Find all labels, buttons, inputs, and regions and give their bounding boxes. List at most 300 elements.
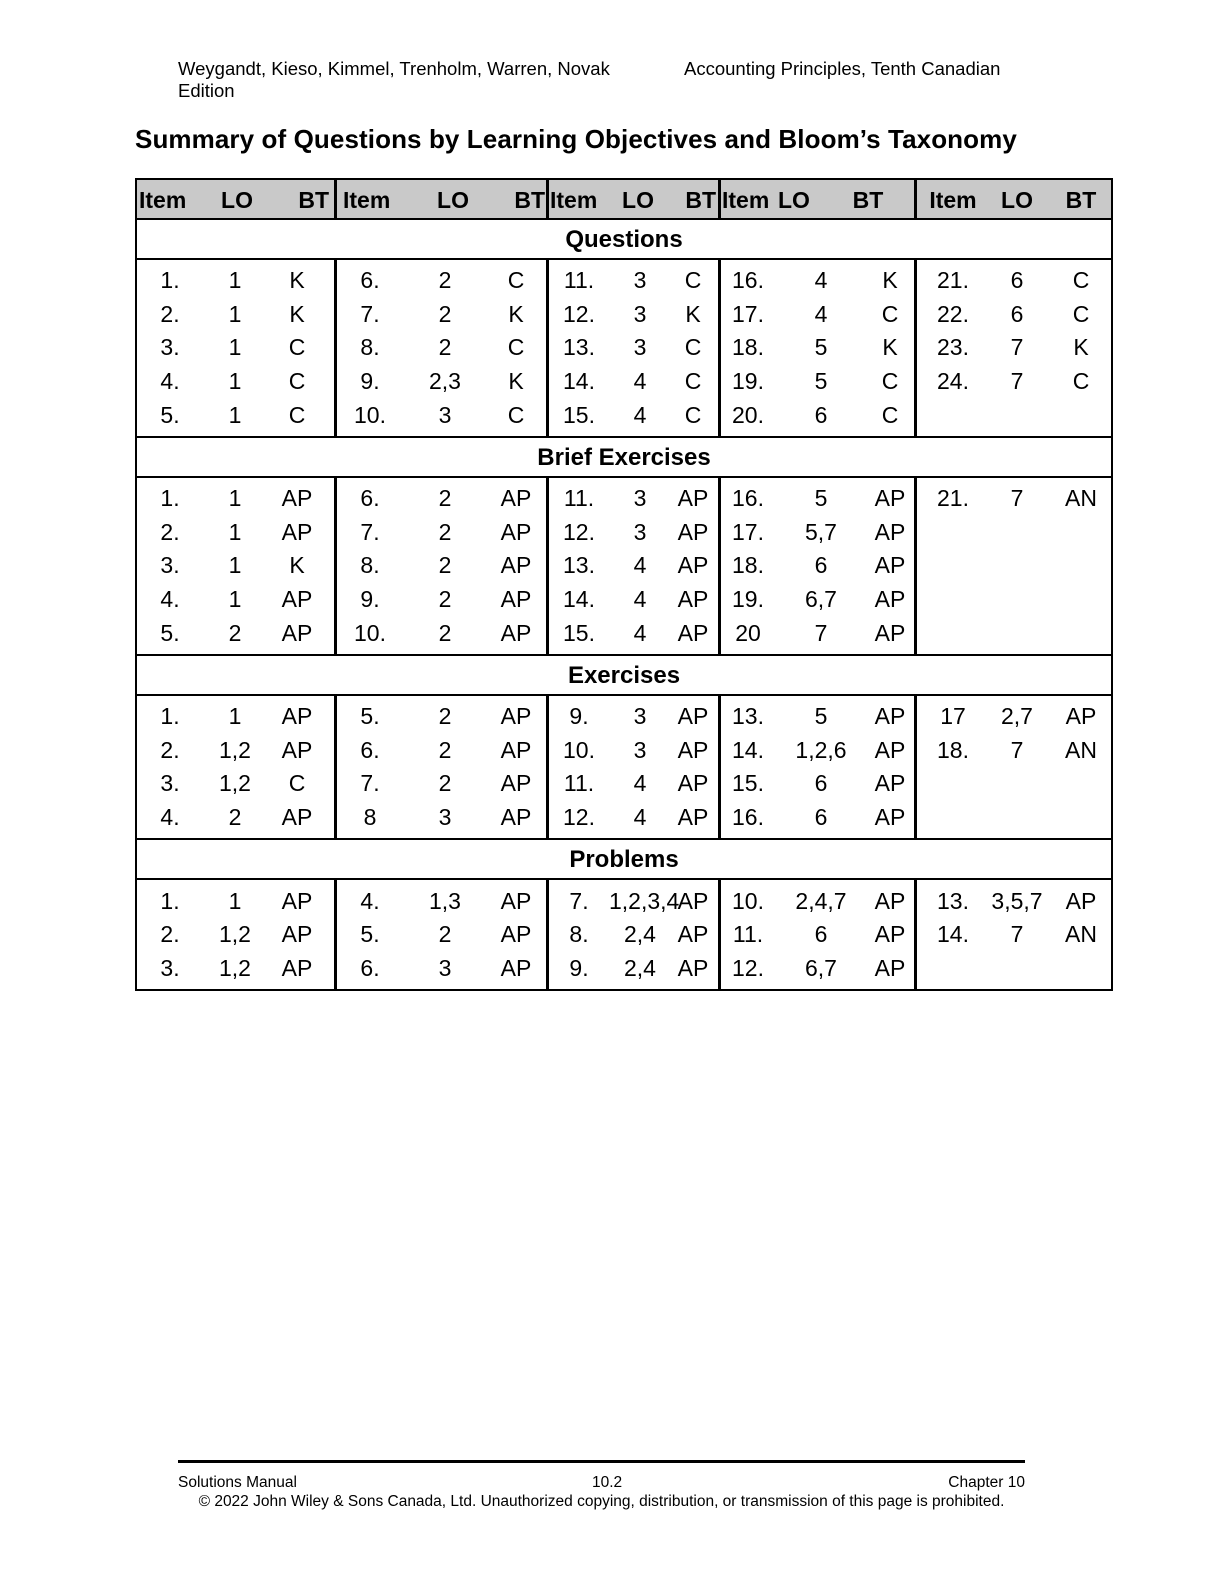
section-body [137, 478, 1111, 656]
header-group [718, 180, 914, 218]
bt-cell: K [508, 368, 524, 395]
item-cell: 13. [937, 887, 969, 914]
bt-cell: C [1072, 368, 1090, 395]
lo-cell: 6,7 [805, 954, 837, 981]
section-body [137, 260, 1111, 438]
bt-cell: K [882, 267, 898, 294]
item-cell: 2. [160, 921, 180, 948]
item-cell: 9. [569, 703, 589, 730]
section-column [718, 260, 914, 436]
footer-left: Solutions Manual [178, 1474, 297, 1491]
section-body [137, 696, 1111, 840]
section-column [334, 260, 546, 436]
section-heading: Brief Exercises [137, 438, 1111, 478]
lo-cell: 3 [438, 804, 452, 831]
item-cell: 21. [937, 267, 969, 294]
bt-cell: AP [677, 485, 709, 512]
table-row [549, 918, 718, 952]
item-cell: 10. [732, 887, 764, 914]
lo-cell: 4 [633, 804, 647, 831]
footer-rule [178, 1460, 1025, 1463]
bt-cell: AP [677, 887, 709, 914]
bt-cell: AP [500, 703, 532, 730]
item-cell: 24. [937, 368, 969, 395]
table-row [337, 700, 546, 734]
table-row [917, 884, 1117, 918]
lo-cell: 6 [1010, 300, 1024, 327]
bt-cell: AP [281, 586, 313, 613]
header-bt: BT [852, 186, 884, 213]
lo-cell: 2 [438, 770, 452, 797]
bt-cell: AP [281, 921, 313, 948]
item-cell: 18. [732, 334, 764, 361]
table-row [721, 482, 914, 516]
header-lo: LO [437, 186, 469, 213]
item-cell: 12. [563, 804, 595, 831]
item-cell: 12. [563, 518, 595, 545]
item-cell: 9. [569, 954, 589, 981]
table-header-row [137, 180, 1111, 220]
table-row [549, 549, 718, 583]
bt-cell: C [507, 334, 525, 361]
bt-cell: AP [500, 518, 532, 545]
lo-cell: 2,3 [429, 368, 461, 395]
table-row [337, 616, 546, 650]
bt-cell: C [684, 267, 702, 294]
item-cell: 18. [937, 736, 969, 763]
table-row [337, 549, 546, 583]
table-row [337, 516, 546, 550]
item-cell: 7. [360, 770, 380, 797]
bt-cell: C [684, 401, 702, 428]
lo-cell: 4 [814, 267, 828, 294]
item-cell: 14. [563, 368, 595, 395]
header-bt: BT [514, 186, 545, 213]
bt-cell: AP [281, 485, 313, 512]
lo-cell: 6 [814, 552, 828, 579]
lo-cell: 1,3 [429, 887, 461, 914]
item-cell: 17. [732, 300, 764, 327]
bt-cell: AP [677, 954, 709, 981]
table-row [549, 331, 718, 365]
table-row [337, 298, 546, 332]
section-column [914, 478, 1117, 654]
table-row [721, 264, 914, 298]
header-group [334, 180, 546, 218]
item-cell: 12. [732, 954, 764, 981]
table-row [721, 549, 914, 583]
item-cell: 14. [563, 586, 595, 613]
lo-cell: 1 [228, 368, 242, 395]
item-cell: 8 [363, 804, 377, 831]
lo-cell: 1 [228, 401, 242, 428]
bt-cell: C [288, 368, 306, 395]
table-row [917, 734, 1117, 768]
item-cell: 2. [160, 300, 180, 327]
section-column [914, 880, 1117, 989]
table-row [549, 298, 718, 332]
item-cell: 14. [732, 736, 764, 763]
lo-cell: 1 [228, 267, 242, 294]
bt-cell: K [289, 552, 305, 579]
item-cell: 6. [360, 954, 380, 981]
header-group [914, 180, 1117, 218]
bt-cell: AP [281, 619, 313, 646]
item-cell: 13. [732, 703, 764, 730]
lo-cell: 4 [633, 552, 647, 579]
table-row [137, 952, 334, 986]
item-cell: 8. [360, 552, 380, 579]
lo-cell: 1,2 [219, 736, 251, 763]
bt-cell: K [289, 267, 305, 294]
item-cell: 7. [360, 518, 380, 545]
bt-cell: AP [500, 485, 532, 512]
table-row [137, 516, 334, 550]
bt-cell: AP [1065, 887, 1097, 914]
bt-cell: AP [677, 518, 709, 545]
table-row [549, 398, 718, 432]
bt-cell: K [289, 300, 305, 327]
lo-cell: 2 [228, 619, 242, 646]
item-cell: 4. [160, 586, 180, 613]
summary-table [135, 178, 1113, 991]
item-cell: 6. [360, 485, 380, 512]
item-cell: 10. [563, 736, 595, 763]
bt-cell: AP [677, 736, 709, 763]
table-row [549, 482, 718, 516]
lo-cell: 1,2 [219, 921, 251, 948]
table-row [337, 482, 546, 516]
item-cell: 3. [160, 552, 180, 579]
table-row [549, 583, 718, 617]
item-cell: 2. [160, 736, 180, 763]
bt-cell: C [684, 334, 702, 361]
table-row [917, 264, 1117, 298]
table-row [137, 331, 334, 365]
lo-cell: 1 [228, 518, 242, 545]
bt-cell: C [288, 334, 306, 361]
table-row [917, 700, 1117, 734]
lo-cell: 2 [438, 334, 452, 361]
lo-cell: 7 [814, 619, 828, 646]
header-lo: LO [221, 186, 253, 213]
section-column [137, 696, 334, 838]
item-cell: 15. [732, 770, 764, 797]
bt-cell: AP [874, 552, 906, 579]
table-row [721, 398, 914, 432]
table-row [549, 365, 718, 399]
section-column [546, 478, 718, 654]
item-cell: 15. [563, 401, 595, 428]
table-row [137, 616, 334, 650]
lo-cell: 2 [438, 586, 452, 613]
table-row [721, 952, 914, 986]
bt-cell: AP [500, 736, 532, 763]
lo-cell: 4 [633, 368, 647, 395]
table-row [337, 264, 546, 298]
bt-cell: AP [874, 586, 906, 613]
section-column [137, 478, 334, 654]
bt-cell: AP [874, 954, 906, 981]
header-lo: LO [622, 186, 654, 213]
section-column [718, 696, 914, 838]
lo-cell: 2,4 [624, 921, 656, 948]
lo-cell: 2 [438, 736, 452, 763]
table-row [137, 884, 334, 918]
bt-cell: AP [874, 921, 906, 948]
item-cell: 19. [732, 368, 764, 395]
table-row [721, 918, 914, 952]
lo-cell: 4 [633, 401, 647, 428]
bt-cell: AP [874, 804, 906, 831]
bt-cell: AP [500, 954, 532, 981]
table-row [137, 298, 334, 332]
table-row [137, 549, 334, 583]
header-lo: LO [1001, 186, 1033, 213]
table-row [917, 331, 1117, 365]
lo-cell: 3 [633, 334, 647, 361]
bt-cell: AN [1065, 485, 1097, 512]
lo-cell: 2,4,7 [795, 887, 847, 914]
header-item: Item [139, 186, 187, 213]
table-row [721, 331, 914, 365]
item-cell: 10. [354, 401, 386, 428]
lo-cell: 7 [1010, 921, 1024, 948]
header-item: Item [550, 186, 598, 213]
table-row [721, 583, 914, 617]
lo-cell: 6 [1010, 267, 1024, 294]
section-column [718, 880, 914, 989]
table-row [549, 516, 718, 550]
lo-cell: 2 [438, 267, 452, 294]
bt-cell: AP [500, 887, 532, 914]
footer-page-number: 10.2 [592, 1474, 623, 1491]
lo-cell: 6 [814, 804, 828, 831]
table-row [337, 918, 546, 952]
lo-cell: 3 [633, 736, 647, 763]
lo-cell: 6 [814, 401, 828, 428]
lo-cell: 1 [228, 334, 242, 361]
bt-cell: AP [874, 887, 906, 914]
item-cell: 1. [160, 267, 180, 294]
lo-cell: 7 [1010, 334, 1024, 361]
lo-cell: 2 [228, 804, 242, 831]
table-row [721, 767, 914, 801]
table-row [549, 616, 718, 650]
lo-cell: 1,2,3,4 [609, 887, 680, 914]
lo-cell: 6 [814, 770, 828, 797]
item-cell: 16. [732, 485, 764, 512]
item-cell: 9. [360, 586, 380, 613]
lo-cell: 1 [228, 552, 242, 579]
item-cell: 7. [360, 300, 380, 327]
lo-cell: 1,2 [219, 770, 251, 797]
bt-cell: AP [500, 804, 532, 831]
item-cell: 17. [732, 518, 764, 545]
lo-cell: 6 [814, 921, 828, 948]
item-cell: 4. [160, 368, 180, 395]
section-column [718, 478, 914, 654]
table-row [549, 264, 718, 298]
bt-cell: AP [874, 619, 906, 646]
bt-cell: AP [874, 703, 906, 730]
header-bt: BT [1065, 186, 1097, 213]
section-column [334, 478, 546, 654]
item-cell: 6. [360, 267, 380, 294]
bt-cell: C [684, 368, 702, 395]
item-cell: 1. [160, 485, 180, 512]
item-cell: 3. [160, 770, 180, 797]
bt-cell: AP [281, 703, 313, 730]
table-row [137, 801, 334, 835]
bt-cell: C [881, 300, 899, 327]
header-bt: BT [298, 186, 329, 213]
table-row [917, 298, 1117, 332]
table-row [721, 734, 914, 768]
lo-cell: 2 [438, 300, 452, 327]
lo-cell: 5 [814, 334, 828, 361]
bt-cell: C [1072, 300, 1090, 327]
lo-cell: 4 [633, 770, 647, 797]
bt-cell: K [1073, 334, 1089, 361]
running-header-authors [178, 58, 658, 102]
lo-cell: 4 [633, 586, 647, 613]
table-row [137, 734, 334, 768]
bt-cell: AP [874, 736, 906, 763]
table-row [337, 767, 546, 801]
lo-cell: 1,2,6 [795, 736, 847, 763]
bt-cell: AP [281, 736, 313, 763]
item-cell: 11. [563, 267, 595, 294]
item-cell: 13. [563, 334, 595, 361]
header-lo: LO [778, 186, 810, 213]
bt-cell: AP [281, 887, 313, 914]
bt-cell: K [508, 300, 524, 327]
item-cell: 14. [937, 921, 969, 948]
section-heading: Problems [137, 840, 1111, 880]
item-cell: 15. [563, 619, 595, 646]
item-cell: 19. [732, 586, 764, 613]
section-column [137, 260, 334, 436]
bt-cell: AP [500, 586, 532, 613]
item-cell: 21. [937, 485, 969, 512]
table-row [549, 952, 718, 986]
table-row [137, 918, 334, 952]
item-cell: 1. [160, 887, 180, 914]
table-row [549, 767, 718, 801]
lo-cell: 1 [228, 586, 242, 613]
table-row [337, 398, 546, 432]
item-cell: 4. [360, 887, 380, 914]
table-row [337, 734, 546, 768]
bt-cell: AP [874, 518, 906, 545]
item-cell: 4. [160, 804, 180, 831]
bt-cell: AP [500, 552, 532, 579]
item-cell: 11. [563, 485, 595, 512]
bt-cell: C [881, 401, 899, 428]
footer-chapter: Chapter 10 [948, 1474, 1025, 1491]
lo-cell: 1,2 [219, 954, 251, 981]
lo-cell: 2 [438, 485, 452, 512]
bt-cell: C [288, 770, 306, 797]
lo-cell: 3 [633, 703, 647, 730]
table-row [337, 884, 546, 918]
lo-cell: 4 [633, 619, 647, 646]
section-column [546, 696, 718, 838]
table-row [721, 700, 914, 734]
bt-cell: AP [500, 921, 532, 948]
lo-cell: 3 [438, 954, 452, 981]
item-cell: 5. [160, 401, 180, 428]
item-cell: 2. [160, 518, 180, 545]
lo-cell: 1 [228, 887, 242, 914]
item-cell: 5. [160, 619, 180, 646]
edition-text: Edition [178, 80, 235, 101]
authors-text: Weygandt, Kieso, Kimmel, Trenholm, Warren, Novak [178, 58, 610, 79]
lo-cell: 2 [438, 703, 452, 730]
bt-cell: AN [1065, 736, 1097, 763]
item-cell: 11. [732, 921, 764, 948]
item-cell: 9. [360, 368, 380, 395]
lo-cell: 2,7 [1001, 703, 1033, 730]
header-group [137, 180, 334, 218]
bt-cell: K [882, 334, 898, 361]
section-column [334, 696, 546, 838]
lo-cell: 3,5,7 [991, 887, 1043, 914]
bt-cell: AP [281, 954, 313, 981]
lo-cell: 6,7 [805, 586, 837, 613]
lo-cell: 3 [438, 401, 452, 428]
lo-cell: 7 [1010, 736, 1024, 763]
table-row [137, 482, 334, 516]
table-row [337, 801, 546, 835]
bt-cell: AP [677, 921, 709, 948]
bt-cell: C [881, 368, 899, 395]
table-row [721, 616, 914, 650]
section-column [914, 696, 1117, 838]
table-row [137, 365, 334, 399]
section-column [546, 880, 718, 989]
lo-cell: 4 [814, 300, 828, 327]
table-row [337, 952, 546, 986]
item-cell: 8. [360, 334, 380, 361]
lo-cell: 3 [633, 300, 647, 327]
section-heading: Questions [137, 220, 1111, 260]
header-bt: BT [685, 186, 716, 213]
header-item: Item [722, 186, 770, 213]
table-row [137, 767, 334, 801]
item-cell: 16. [732, 267, 764, 294]
table-row [721, 365, 914, 399]
table-row [137, 398, 334, 432]
table-row [721, 801, 914, 835]
item-cell: 7. [569, 887, 589, 914]
bt-cell: C [1072, 267, 1090, 294]
bt-cell: C [507, 401, 525, 428]
item-cell: 8. [569, 921, 589, 948]
lo-cell: 2 [438, 921, 452, 948]
footer-copyright: © 2022 John Wiley & Sons Canada, Ltd. Unauthorized copying, distribution, or transmission of this page is prohibited. [198, 1493, 1005, 1510]
lo-cell: 5 [814, 485, 828, 512]
section-body [137, 880, 1111, 989]
bt-cell: AP [677, 804, 709, 831]
item-cell: 17 [940, 703, 966, 730]
table-row [917, 918, 1117, 952]
section-column [334, 880, 546, 989]
bt-cell: AP [874, 770, 906, 797]
item-cell: 6. [360, 736, 380, 763]
table-row [137, 583, 334, 617]
